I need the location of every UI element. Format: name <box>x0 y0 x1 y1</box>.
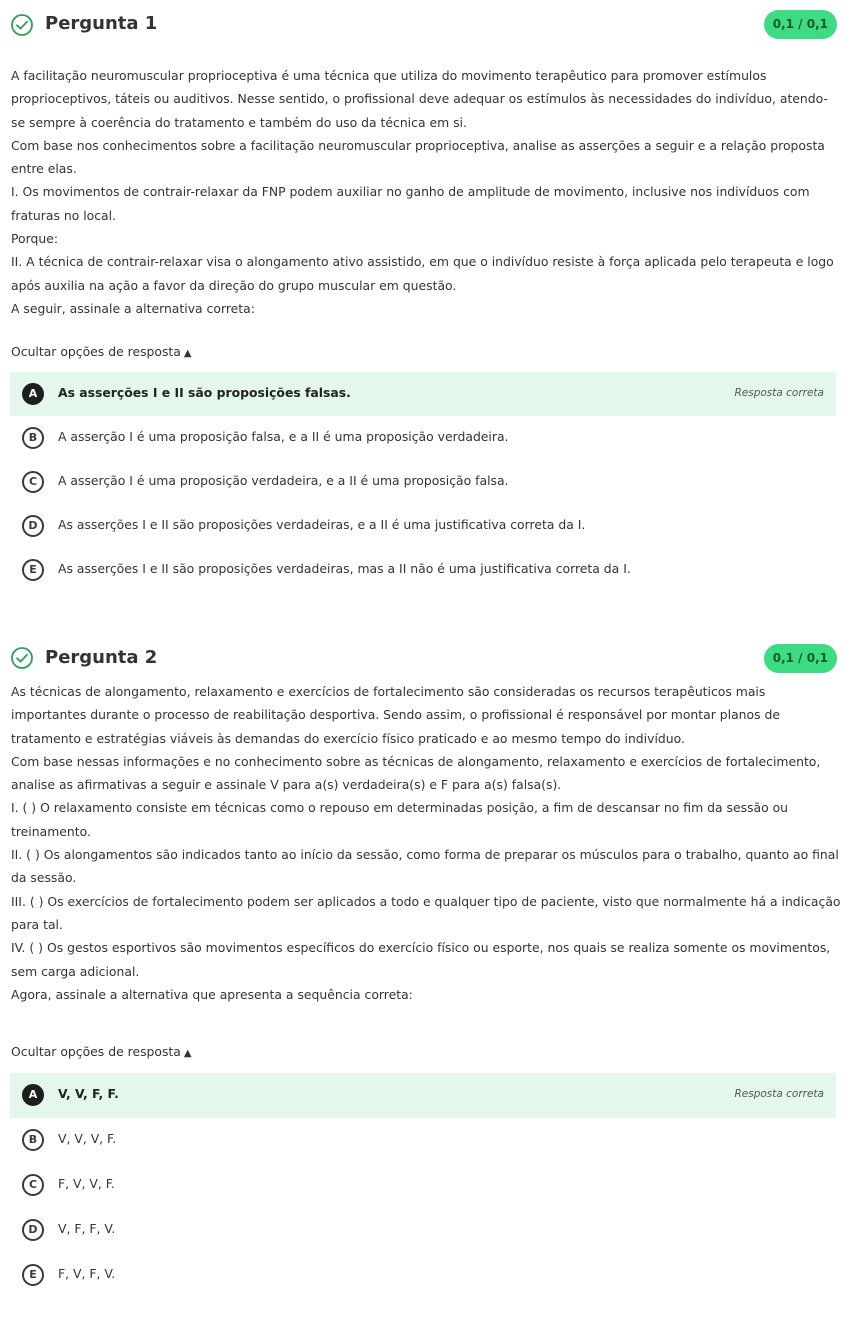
option-text: F, V, F, V. <box>58 1266 116 1281</box>
correct-answer-tag: Resposta correta <box>734 387 824 399</box>
statement-paragraph: Agora, assinale a alternativa que apresenta a sequência correta: <box>11 986 413 1002</box>
option-text: As asserções I e II são proposições verdadeiras, mas a II não é uma justificativa correta da I. <box>58 561 631 576</box>
statement-paragraph: I. Os movimentos de contrair-relaxar da FNP podem auxiliar no ganho de amplitude de movimento, inclusive nos indivíduos com fraturas no local. <box>11 184 810 223</box>
answer-option-d[interactable] <box>10 504 836 548</box>
check-circle-icon <box>10 13 34 37</box>
answer-option-a[interactable] <box>10 372 836 416</box>
toggle-label: Ocultar opções de resposta <box>11 1044 181 1059</box>
statement-paragraph: II. ( ) Os alongamentos são indicados tanto ao início da sessão, como forma de preparar os músculos para o trabalho, quanto ao final da sessão. <box>11 847 839 886</box>
option-text: As asserções I e II são proposições falsas. <box>58 385 351 400</box>
option-text: A asserção I é uma proposição falsa, e a II é uma proposição verdadeira. <box>58 429 509 444</box>
answer-options <box>10 1073 836 1298</box>
chevron-up-icon: ▲ <box>183 1048 192 1059</box>
option-letter-badge: B <box>22 427 44 449</box>
option-letter-badge: E <box>22 559 44 581</box>
statement-paragraph: Porque: <box>11 231 59 247</box>
option-text: F, V, V, F. <box>58 1176 115 1191</box>
option-text: As asserções I e II são proposições verdadeiras, e a II é uma justificativa correta da I. <box>58 517 586 532</box>
toggle-label: Ocultar opções de resposta <box>11 344 181 359</box>
question-statement <box>11 680 841 1006</box>
answer-option-b[interactable] <box>10 416 836 460</box>
answer-option-e[interactable] <box>10 548 836 592</box>
question-header <box>0 0 851 50</box>
hide-options-toggle[interactable] <box>11 344 192 359</box>
option-letter-badge: A <box>22 1084 44 1106</box>
answer-option-d[interactable] <box>10 1208 836 1253</box>
statement-paragraph: As técnicas de alongamento, relaxamento e exercícios de fortalecimento são consideradas os recursos terapêuticos mais importantes durante o processo de reabilitação desportiva. Sendo assim, o profissional é responsável por montar planos de tratamento e estratégias viáveis às demandas do exercício físico praticado e ao mesmo tempo do indivíduo. <box>11 684 780 746</box>
option-letter-badge: D <box>22 1219 44 1241</box>
option-letter-badge: C <box>22 471 44 493</box>
statement-paragraph: Com base nos conhecimentos sobre a facilitação neuromuscular proprioceptiva, analise as asserções a seguir e a relação proposta entre elas. <box>11 137 825 177</box>
answer-option-a[interactable] <box>10 1073 836 1118</box>
option-letter-badge: E <box>22 1264 44 1286</box>
chevron-up-icon: ▲ <box>183 348 192 359</box>
option-letter-badge: C <box>22 1174 44 1196</box>
score-badge: 0,1 / 0,1 <box>764 644 837 673</box>
question-title: Pergunta 1 <box>45 13 158 34</box>
question-1 <box>0 0 851 576</box>
statement-paragraph: IV. ( ) Os gestos esportivos são movimentos específicos do exercício físico ou esporte, nos quais se realiza somente os movimentos, sem carga adicional. <box>11 940 831 979</box>
option-letter-badge: D <box>22 515 44 537</box>
question-title: Pergunta 2 <box>45 647 158 668</box>
option-text: V, F, F, V. <box>58 1221 116 1236</box>
score-badge: 0,1 / 0,1 <box>764 10 837 39</box>
correct-answer-tag: Resposta correta <box>734 1088 824 1100</box>
statement-paragraph: III. ( ) Os exercícios de fortalecimento podem ser aplicados a todo e qualquer tipo de paciente, visto que normalmente há a indicação para tal. <box>11 893 841 932</box>
option-letter-badge: A <box>22 383 44 405</box>
statement-paragraph: II. A técnica de contrair-relaxar visa o alongamento ativo assistido, em que o indivíduo resiste à força aplicada pelo terapeuta e logo após auxilia na ação a favor da direção do grupo muscular em questão. <box>11 254 834 293</box>
statement-paragraph: I. ( ) O relaxamento consiste em técnicas como o repouso em determinadas posição, a fim de descansar no fim da sessão ou treinamento. <box>11 800 789 839</box>
hide-options-toggle[interactable] <box>11 1044 192 1059</box>
option-text: V, V, F, F. <box>58 1086 119 1101</box>
answer-option-e[interactable] <box>10 1253 836 1298</box>
question-2 <box>0 640 851 1281</box>
statement-paragraph: A seguir, assinale a alternativa correta: <box>11 300 255 316</box>
answer-option-b[interactable] <box>10 1118 836 1163</box>
option-text: A asserção I é uma proposição verdadeira, e a II é uma proposição falsa. <box>58 473 509 488</box>
answer-option-c[interactable] <box>10 1163 836 1208</box>
option-letter-badge: B <box>22 1129 44 1151</box>
option-text: V, V, V, F. <box>58 1131 117 1146</box>
answer-options <box>10 372 836 592</box>
statement-paragraph: Com base nessas informações e no conhecimento sobre as técnicas de alongamento, relaxamento e exercícios de fortalecimento, analise as afirmativas a seguir e assinale V para a(s) verdadeira(s) e F para a(s) falsa(s). <box>11 753 821 793</box>
question-statement <box>11 64 841 320</box>
statement-paragraph: A facilitação neuromuscular proprioceptiva é uma técnica que utiliza do movimento terapêutico para promover estímulos proprioceptivos, táteis ou auditivos. Nesse sentido, o profissional deve adequar os estímulos às necessidades do indivíduo, atendo-se sempre à coerência do tratamento e também do uso da técnica em si. <box>11 68 828 130</box>
answer-option-c[interactable] <box>10 460 836 504</box>
check-circle-icon <box>10 646 34 670</box>
